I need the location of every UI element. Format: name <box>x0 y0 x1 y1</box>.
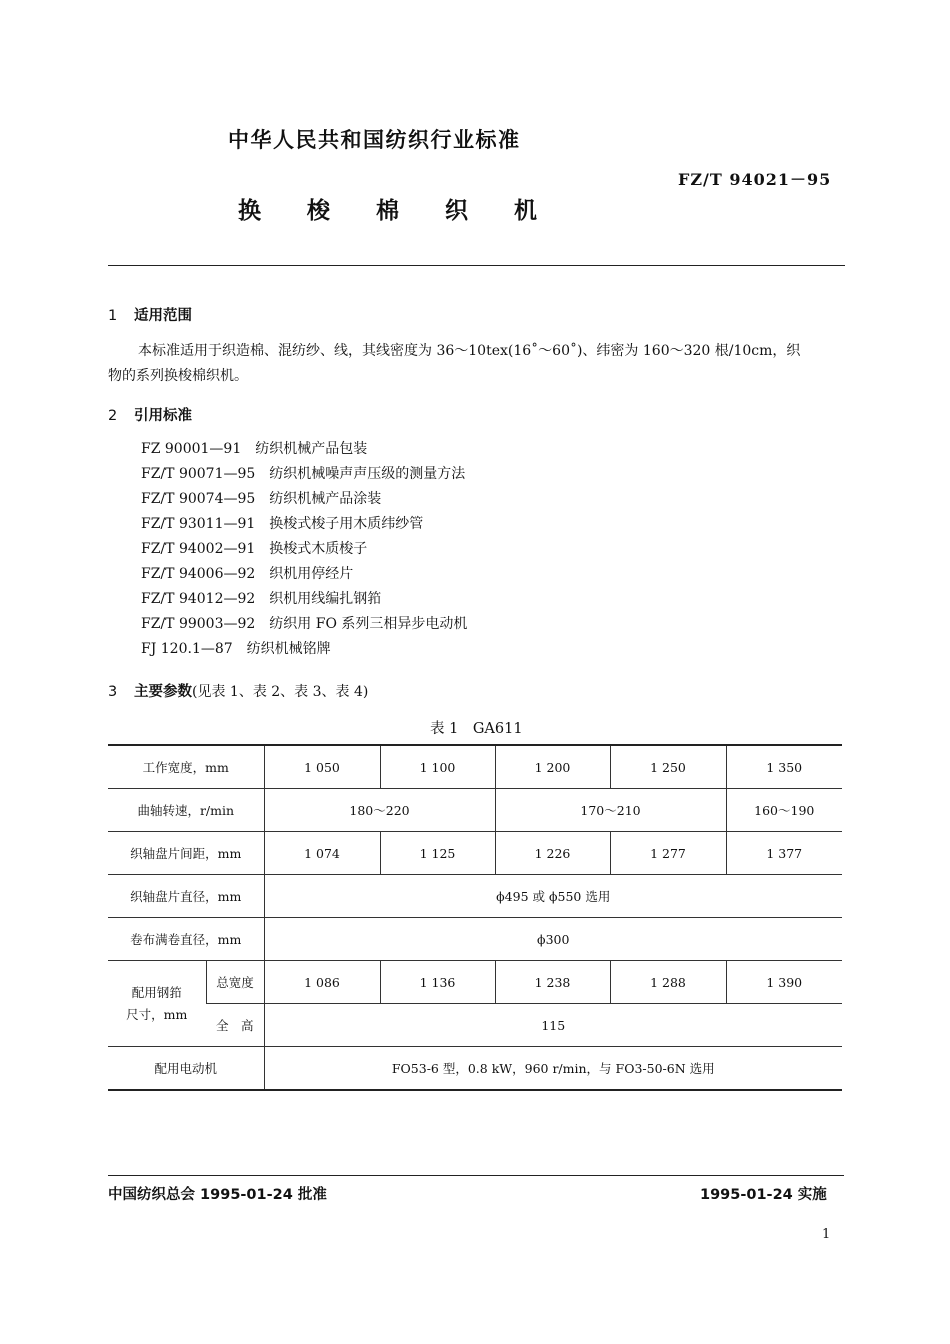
reference-name: 换梭式木质梭子 <box>269 541 368 557</box>
reference-item <box>141 612 467 637</box>
reference-code: FZ/T 94006—92 <box>141 566 256 582</box>
section-3-heading <box>108 680 368 701</box>
standard-code: FZ/T 94021－95 <box>678 170 832 189</box>
parameter-table <box>108 744 842 1091</box>
header-divider <box>108 265 845 266</box>
sub-row-label: 全 高 <box>206 1004 264 1047</box>
section-number: 2 <box>108 408 118 424</box>
approval-line: 中国纺织总会 1995-01-24 批准 <box>108 1187 327 1203</box>
page-number: 1 <box>822 1227 831 1242</box>
table-cell: 1 238 <box>495 961 610 1004</box>
table-cell: FO53-6 型，0.8 kW，960 r/min，与 FO3-50-6N 选用 <box>264 1047 842 1091</box>
table-row <box>108 832 842 875</box>
section-number: 1 <box>108 308 118 324</box>
reference-item <box>141 437 467 462</box>
table-cell: 1 377 <box>726 832 842 875</box>
reference-name: 纺织机械产品包装 <box>255 441 368 457</box>
row-label: 织轴盘片间距，mm <box>108 832 264 875</box>
reference-name: 纺织用 FO 系列三相异步电动机 <box>269 616 468 632</box>
table-cell: 1 390 <box>726 961 842 1004</box>
table-cell: 1 226 <box>495 832 610 875</box>
standard-title: 中华人民共和国纺织行业标准 <box>228 128 521 152</box>
row-label: 配用电动机 <box>108 1047 264 1091</box>
reference-list <box>141 437 467 662</box>
reference-code: FZ/T 90071—95 <box>141 466 256 482</box>
table-row <box>108 745 842 789</box>
table-row <box>108 1047 842 1091</box>
table-cell: 1 050 <box>264 745 380 789</box>
section-title: 主要参数 <box>134 684 192 700</box>
reference-code: FZ/T 94012—92 <box>141 591 256 607</box>
row-label: 卷布满卷直径，mm <box>108 918 264 961</box>
table-cell: 1 125 <box>380 832 495 875</box>
reference-item <box>141 587 467 612</box>
reference-code: FZ 90001—91 <box>141 441 242 457</box>
table-cell: 180～220 <box>264 789 495 832</box>
document-title: 换梭棉织机 <box>238 198 583 224</box>
sub-row-label: 总宽度 <box>206 961 264 1004</box>
reference-code: FZ/T 94002—91 <box>141 541 256 557</box>
footer-divider <box>108 1175 844 1176</box>
section-number: 3 <box>108 684 118 700</box>
reference-name: 纺织机械铭牌 <box>246 641 331 657</box>
reference-code: FJ 120.1—87 <box>141 641 233 657</box>
section-1-heading <box>108 304 192 325</box>
table-cell: 1 350 <box>726 745 842 789</box>
section-1-body <box>108 339 848 389</box>
table-caption: 表 1 GA611 <box>430 721 523 737</box>
effective-date-line: 1995-01-24 实施 <box>700 1187 827 1203</box>
row-label: 织轴盘片直径，mm <box>108 875 264 918</box>
section-2-heading <box>108 404 192 425</box>
table-cell: ϕ495 或 ϕ550 选用 <box>264 875 842 918</box>
table-row <box>108 1004 842 1047</box>
section-title: 引用标准 <box>134 408 192 424</box>
reference-item <box>141 462 467 487</box>
reference-code: FZ/T 93011—91 <box>141 516 256 532</box>
table-cell: 1 277 <box>610 832 726 875</box>
reference-name: 纺织机械产品涂装 <box>269 491 382 507</box>
reference-code: FZ/T 90074—95 <box>141 491 256 507</box>
reference-item <box>141 512 467 537</box>
section-3-note: (见表 1、表 2、表 3、表 4) <box>192 684 369 700</box>
row-label: 配用钢筘尺寸，mm <box>108 961 206 1047</box>
section-title: 适用范围 <box>134 308 192 324</box>
table-cell: 1 200 <box>495 745 610 789</box>
table-cell: 1 086 <box>264 961 380 1004</box>
table-cell: 170～210 <box>495 789 726 832</box>
reference-name: 纺织机械噪声声压级的测量方法 <box>269 466 466 482</box>
table-cell: 160～190 <box>726 789 842 832</box>
row-label: 曲轴转速，r/min <box>108 789 264 832</box>
reference-item <box>141 537 467 562</box>
reference-name: 织机用线编扎钢筘 <box>269 591 382 607</box>
table-cell: 1 100 <box>380 745 495 789</box>
reference-item <box>141 487 467 512</box>
table-cell: 1 136 <box>380 961 495 1004</box>
reference-code: FZ/T 99003—92 <box>141 616 256 632</box>
table-cell: 1 250 <box>610 745 726 789</box>
table-cell: 115 <box>264 1004 842 1047</box>
table-cell: 1 288 <box>610 961 726 1004</box>
table-cell: 1 074 <box>264 832 380 875</box>
table-row <box>108 875 842 918</box>
reference-name: 换梭式梭子用木质纬纱管 <box>269 516 424 532</box>
row-label: 工作宽度，mm <box>108 745 264 789</box>
section-1-line-2: 物的系列换梭棉织机。 <box>108 368 248 384</box>
table-cell: ϕ300 <box>264 918 842 961</box>
reference-name: 织机用停经片 <box>269 566 354 582</box>
table-row <box>108 961 842 1004</box>
reference-item <box>141 637 467 662</box>
reference-item <box>141 562 467 587</box>
section-1-line-1: 本标准适用于织造棉、混纺纱、线，其线密度为 36～10tex(16˚～60˚)、纬密为 160～320 根/10cm，织 <box>138 343 801 359</box>
table-row <box>108 789 842 832</box>
table-row <box>108 918 842 961</box>
